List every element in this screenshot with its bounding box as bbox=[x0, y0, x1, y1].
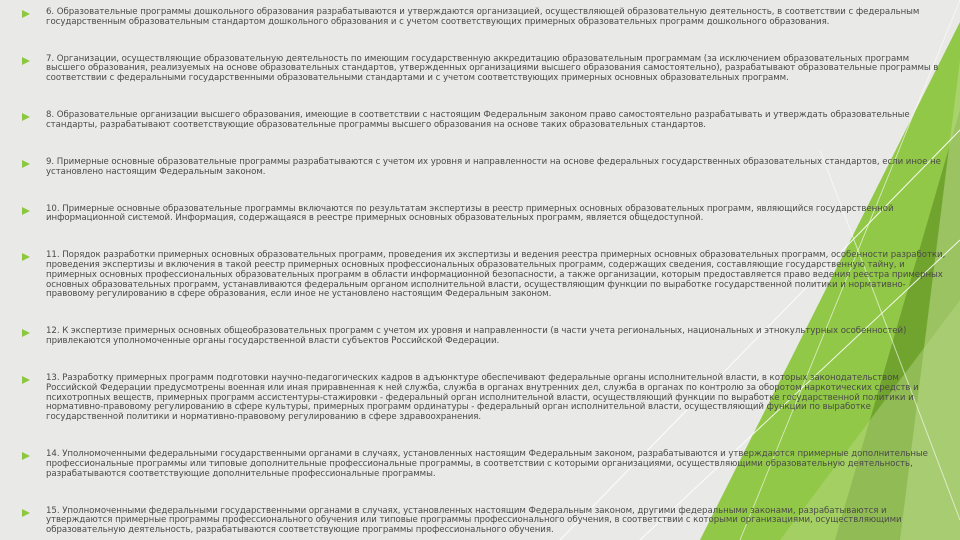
bullet-arrow-icon bbox=[22, 329, 30, 337]
paragraph-text: 6. Образовательные программы дошкольного образования разрабатываются и утверждаются организацией, осуществляющей образовательную деятельность, в соответствии с федеральным государственным образовательным стандартом дошкольного образования и с учетом соответствующих примерных образовательных программ дошкольного образования. bbox=[46, 7, 920, 27]
paragraph-9 bbox=[14, 158, 950, 178]
bullet-arrow-icon bbox=[22, 376, 30, 384]
bullet-arrow-icon bbox=[22, 509, 30, 517]
slide-content bbox=[14, 8, 950, 536]
paragraph-text: 14. Уполномоченными федеральными государственными органами в случаях, установленных настоящим Федеральным законом, разрабатываются и утверждаются примерные дополнительные профессиональные программы или типовые дополнительные профессиональные программы, в соответствии с которыми организациями, осуществляющими образовательную деятельность, разрабатываются соответствующие дополнительные профессиональные программы. bbox=[46, 449, 928, 479]
paragraph-11 bbox=[14, 251, 950, 300]
paragraph-text: 8. Образовательные организации высшего образования, имеющие в соответствии с настоящим Федеральным законом право самостоятельно разрабатывать и утверждать образовательные стандарты, разрабатывают соответствующие образовательные программы высшего образования на основе таких образовательных стандартов. bbox=[46, 110, 910, 130]
paragraph-6 bbox=[14, 8, 950, 28]
bullet-arrow-icon bbox=[22, 113, 30, 121]
bullet-arrow-icon bbox=[22, 207, 30, 215]
paragraph-13 bbox=[14, 374, 950, 423]
paragraph-8 bbox=[14, 111, 950, 131]
paragraph-text: 11. Порядок разработки примерных основных образовательных программ, проведения их экспертизы и ведения реестра примерных основных образовательных программ, особенности разработки, проведения экспертизы и включения в такой реестр примерных основных профессиональных образовательных программ, содержащих сведения, составляющие государственную тайну, и примерных основных профессиональных образовательных программ в области информационной безопасности, а также организации, которым предоставляется право ведения реестра примерных основных образовательных программ, устанавливаются федеральным органом исполнительной власти, осуществляющим функции по выработке государственной политики и нормативно-правовому регулированию в сфере образования, если иное не установлено настоящим Федеральным законом. bbox=[46, 250, 946, 300]
paragraph-14 bbox=[14, 450, 950, 479]
paragraph-10 bbox=[14, 205, 950, 225]
paragraph-text: 12. К экспертизе примерных основных общеобразовательных программ с учетом их уровня и направленности (в части учета региональных, национальных и этнокультурных особенностей) привлекаются уполномоченные органы государственной власти субъектов Российской Федерации. bbox=[46, 326, 907, 347]
bullet-arrow-icon bbox=[22, 160, 30, 168]
paragraph-text: 7. Организации, осуществляющие образовательную деятельность по имеющим государственную аккредитацию образовательным программам (за исключением образовательных программ высшего образования, реализуемых на основе образовательных стандартов, утвержденных организациями высшего образования самостоятельно), разрабатывают образовательные программы в соответствии с федеральными государственными образовательными стандартами и с учетом соответствующих примерных основных образовательных программ. bbox=[46, 53, 939, 84]
bullet-arrow-icon bbox=[22, 10, 30, 18]
bullet-arrow-icon bbox=[22, 253, 30, 261]
bullet-arrow-icon bbox=[22, 452, 30, 460]
bullet-arrow-icon bbox=[22, 57, 30, 65]
paragraph-7 bbox=[14, 55, 950, 84]
paragraph-12 bbox=[14, 327, 950, 347]
paragraph-text: 13. Разработку примерных программ подготовки научно-педагогических кадров в адъюнктуре обеспечивают федеральные органы исполнительной власти, в которых законодательством Российской Федерации предусмотрены военная или иная приравненная к ней служба, служба в органах внутренних дел, служба в органах по контролю за оборотом наркотических средств и психотропных веществ, примерных программ ассистентуры-стажировки - федеральный орган исполнительной власти, осуществляющий функции по выработке государственной политики и нормативно-правовому регулированию в сфере культуры, примерных программ ординатуры - федеральный орган исполнительной власти, осуществляющий функции по выработке государственной политики и нормативно-правовому регулированию в сфере здравоохранения. bbox=[46, 373, 919, 423]
paragraph-text: 10. Примерные основные образовательные программы включаются по результатам экспертизы в реестр примерных основных образовательных программ, являющийся государственной информационной системой. Информация, содержащаяся в реестре примерных основных образовательных программ, является общедоступной. bbox=[46, 203, 894, 224]
paragraph-text: 9. Примерные основные образовательные программы разрабатываются с учетом их уровня и направленности на основе федеральных государственных образовательных стандартов, если иное не установлено настоящим Федеральным законом. bbox=[46, 156, 941, 177]
paragraph-15 bbox=[14, 507, 950, 536]
paragraph-text: 15. Уполномоченными федеральными государственными органами в случаях, установленных настоящим Федеральным законом, другими федеральными законами, разрабатываются и утверждаются примерные программы профессионального обучения или типовые программы профессионального обучения, в соответствии с которыми организациями, осуществляющими образовательную деятельность, разрабатываются соответствующие программы профессионального обучения. bbox=[46, 505, 902, 536]
